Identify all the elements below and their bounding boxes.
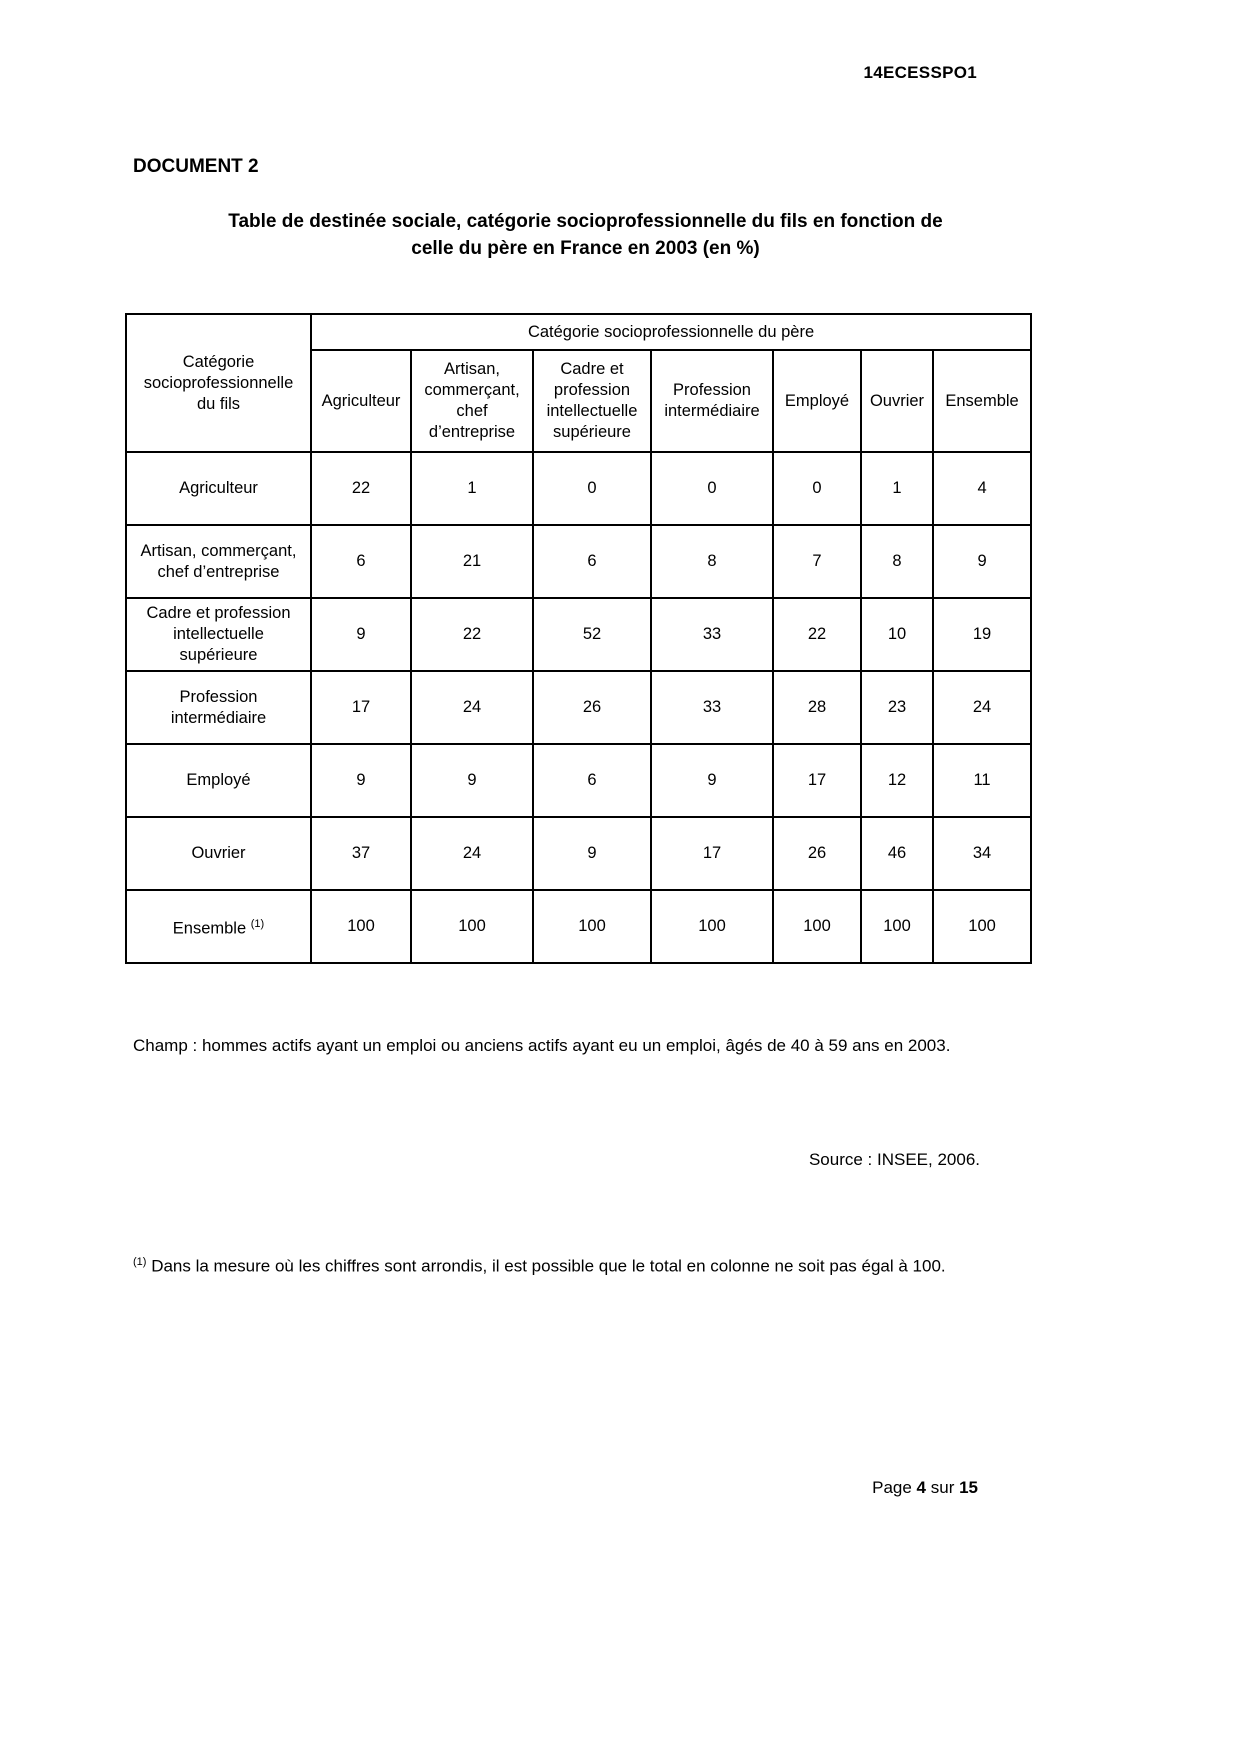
value-cell: 9 <box>533 817 651 890</box>
value-cell: 9 <box>311 598 411 671</box>
value-cell: 24 <box>411 671 533 744</box>
value-cell: 33 <box>651 671 773 744</box>
row-label-footnote-marker: (1) <box>250 917 265 930</box>
value-cell: 17 <box>651 817 773 890</box>
champ-note: Champ : hommes actifs ayant un emploi ou anciens actifs ayant eu un emploi, âgés de 40 à 59 ans en 2003. <box>133 1036 951 1055</box>
value-cell: 100 <box>773 890 861 963</box>
value-cell: 28 <box>773 671 861 744</box>
value-cell: 100 <box>651 890 773 963</box>
row-label: Employé <box>126 744 311 817</box>
row-label: Profession intermédiaire <box>126 671 311 744</box>
page-number: 4 <box>916 1478 927 1497</box>
page-footer <box>872 1478 978 1498</box>
value-cell: 100 <box>533 890 651 963</box>
value-cell: 8 <box>861 525 933 598</box>
value-cell: 17 <box>773 744 861 817</box>
row-label: Agriculteur <box>126 452 311 525</box>
value-cell: 0 <box>533 452 651 525</box>
footnote <box>133 1248 995 1281</box>
table-row <box>126 452 1031 525</box>
value-cell: 6 <box>533 744 651 817</box>
value-cell: 12 <box>861 744 933 817</box>
value-cell: 46 <box>861 817 933 890</box>
column-header: Ensemble <box>933 350 1031 452</box>
value-cell: 26 <box>773 817 861 890</box>
value-cell: 9 <box>311 744 411 817</box>
value-cell: 22 <box>311 452 411 525</box>
value-cell: 23 <box>861 671 933 744</box>
value-cell: 9 <box>651 744 773 817</box>
value-cell: 24 <box>411 817 533 890</box>
value-cell: 9 <box>933 525 1031 598</box>
value-cell: 100 <box>861 890 933 963</box>
value-cell: 100 <box>411 890 533 963</box>
row-label: Artisan, commerçant, chef d’entreprise <box>126 525 311 598</box>
value-cell: 22 <box>411 598 533 671</box>
row-label: Cadre et profession intellectuelle supérieure <box>126 598 311 671</box>
page-total: 15 <box>959 1478 978 1497</box>
value-cell: 17 <box>311 671 411 744</box>
value-cell: 37 <box>311 817 411 890</box>
table-header-row-top <box>126 314 1031 350</box>
value-cell: 52 <box>533 598 651 671</box>
row-label: Ensemble $^{(1)}$ <box>126 890 311 963</box>
value-cell: 9 <box>411 744 533 817</box>
value-cell: 10 <box>861 598 933 671</box>
source-note: Source : INSEE, 2006. <box>808 1150 980 1169</box>
column-header: Profession intermédiaire <box>651 350 773 452</box>
column-header: Agriculteur <box>311 350 411 452</box>
column-header: Cadre et profession intellectuelle supérieure <box>533 350 651 452</box>
value-cell: 0 <box>773 452 861 525</box>
value-cell: 100 <box>933 890 1031 963</box>
table-row <box>126 890 1031 963</box>
value-cell: 11 <box>933 744 1031 817</box>
value-cell: 4 <box>933 452 1031 525</box>
value-cell: 19 <box>933 598 1031 671</box>
row-label: Ouvrier <box>126 817 311 890</box>
table-row <box>126 671 1031 744</box>
value-cell: 34 <box>933 817 1031 890</box>
value-cell: 24 <box>933 671 1031 744</box>
value-cell: 22 <box>773 598 861 671</box>
social-mobility-table <box>125 313 1032 964</box>
document-title-line2: celle du père en France en 2003 (en %) <box>411 238 760 259</box>
footnote-text: Dans la mesure où les chiffres sont arrondis, il est possible que le total en colonne ne soit pas égal à 100. <box>151 1256 946 1276</box>
value-cell: 21 <box>411 525 533 598</box>
value-cell: 33 <box>651 598 773 671</box>
table-row <box>126 817 1031 890</box>
document-label: DOCUMENT 2 <box>133 156 259 177</box>
value-cell: 100 <box>311 890 411 963</box>
value-cell: 26 <box>533 671 651 744</box>
page-footer-prefix: Page <box>872 1478 917 1497</box>
page-footer-separator: sur <box>926 1478 960 1497</box>
value-cell: 6 <box>533 525 651 598</box>
value-cell: 1 <box>861 452 933 525</box>
document-code: 14ECESSPO1 <box>863 63 977 82</box>
document-title-line1: Table de destinée sociale, catégorie socioprofessionnelle du fils en fonction de <box>228 211 943 232</box>
value-cell: 8 <box>651 525 773 598</box>
value-cell: 6 <box>311 525 411 598</box>
table-corner-header: Catégorie socioprofessionnelle du fils <box>126 314 311 452</box>
column-header: Employé <box>773 350 861 452</box>
table-top-header: Catégorie socioprofessionnelle du père <box>311 314 1031 350</box>
document-title <box>133 208 1038 262</box>
column-header: Ouvrier <box>861 350 933 452</box>
column-header: Artisan, commerçant, chef d’entreprise <box>411 350 533 452</box>
table-row <box>126 598 1031 671</box>
value-cell: 1 <box>411 452 533 525</box>
table-row <box>126 744 1031 817</box>
value-cell: 0 <box>651 452 773 525</box>
value-cell: 7 <box>773 525 861 598</box>
footnote-marker: (1) <box>133 1256 147 1268</box>
table-row <box>126 525 1031 598</box>
